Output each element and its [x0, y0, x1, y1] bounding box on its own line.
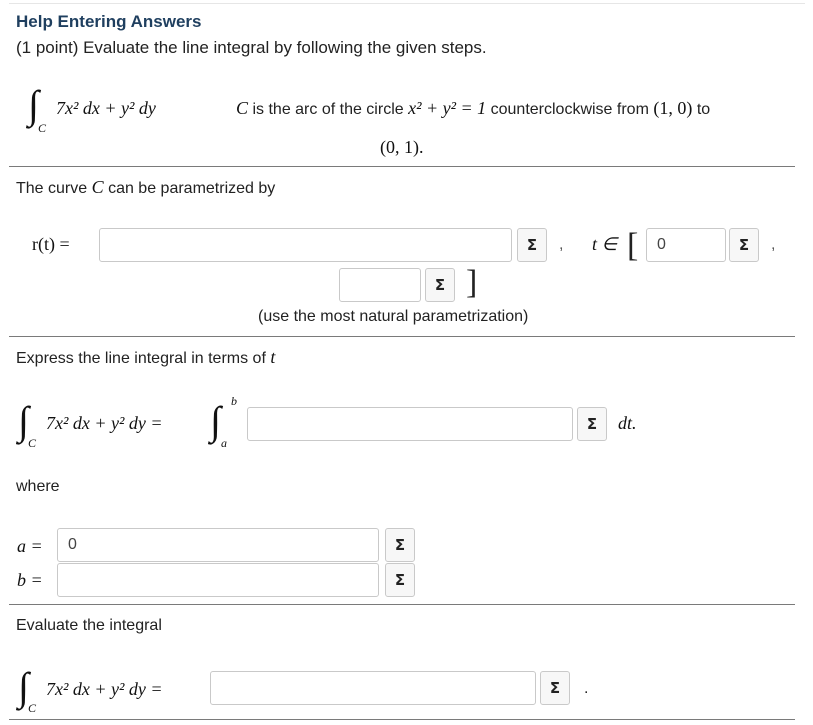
answer-input[interactable] — [210, 671, 536, 705]
integrand-sigma-button[interactable]: Σ — [577, 407, 607, 441]
dt-label: dt. — [618, 413, 637, 433]
divider — [9, 719, 795, 720]
description-prefix: is the arc of the circle — [252, 101, 404, 118]
end-point: (0, 1). — [380, 137, 424, 157]
integral-symbol: ∫ — [18, 664, 29, 709]
lhs-integrand: 7x² dx + y² dy = — [46, 413, 163, 433]
integral-symbol: ∫ — [28, 82, 39, 127]
t-start-input[interactable]: 0 — [646, 228, 726, 262]
t-end-sigma-button[interactable]: Σ — [425, 268, 455, 302]
open-bracket: [ — [627, 227, 639, 264]
parametrize-label: The curve C can be parametrized by — [16, 177, 276, 197]
r-of-t-input[interactable] — [99, 228, 512, 262]
evaluate-label: Evaluate the integral — [16, 617, 162, 634]
circle-equation: x² + y² = 1 — [408, 98, 487, 118]
t-end-input[interactable] — [339, 268, 421, 302]
integral-subscript: C — [28, 701, 37, 715]
lower-limit: a — [221, 436, 227, 450]
divider — [9, 604, 795, 605]
answer-period: . — [584, 680, 589, 697]
integral-subscript: C — [38, 121, 47, 135]
t-range-label: t ∈ — [592, 234, 618, 254]
b-sigma-button[interactable]: Σ — [385, 563, 415, 597]
integrand-input[interactable] — [247, 407, 573, 441]
answer-sigma-button[interactable]: Σ — [540, 671, 570, 705]
b-input[interactable] — [57, 563, 379, 597]
express-label: Express the line integral in terms of t — [16, 347, 276, 367]
b-label: b = — [17, 570, 43, 590]
description-middle: counterclockwise from — [490, 101, 649, 118]
a-input[interactable]: 0 — [57, 528, 379, 562]
upper-limit: b — [231, 394, 237, 408]
parametrization-hint: (use the most natural parametrization) — [258, 308, 529, 325]
r-of-t-label: r(t) = — [32, 234, 70, 254]
top-divider — [9, 3, 805, 4]
integral-symbol: ∫ — [18, 398, 29, 443]
definite-integral-symbol: ∫ — [210, 398, 221, 443]
problem-integrand: 7x² dx + y² dy — [56, 98, 156, 118]
a-label: a = — [17, 536, 43, 556]
where-label: where — [16, 478, 60, 495]
a-sigma-button[interactable]: Σ — [385, 528, 415, 562]
to-word: to — [696, 101, 711, 118]
lhs-integrand: 7x² dx + y² dy = — [46, 679, 163, 699]
trailing-comma: , — [771, 236, 776, 253]
comma: , — [559, 236, 564, 253]
start-point: (1, 0) — [653, 98, 693, 118]
help-entering-answers-link[interactable]: Help Entering Answers — [16, 12, 202, 31]
integral-subscript: C — [28, 436, 37, 450]
divider — [9, 166, 795, 167]
curve-var-c: C — [236, 98, 249, 118]
divider — [9, 336, 795, 337]
close-bracket: ] — [466, 264, 478, 301]
t-start-sigma-button[interactable]: Σ — [729, 228, 759, 262]
problem-intro: (1 point) Evaluate the line integral by following the given steps. — [16, 38, 487, 57]
r-of-t-sigma-button[interactable]: Σ — [517, 228, 547, 262]
problem-description — [236, 98, 710, 119]
